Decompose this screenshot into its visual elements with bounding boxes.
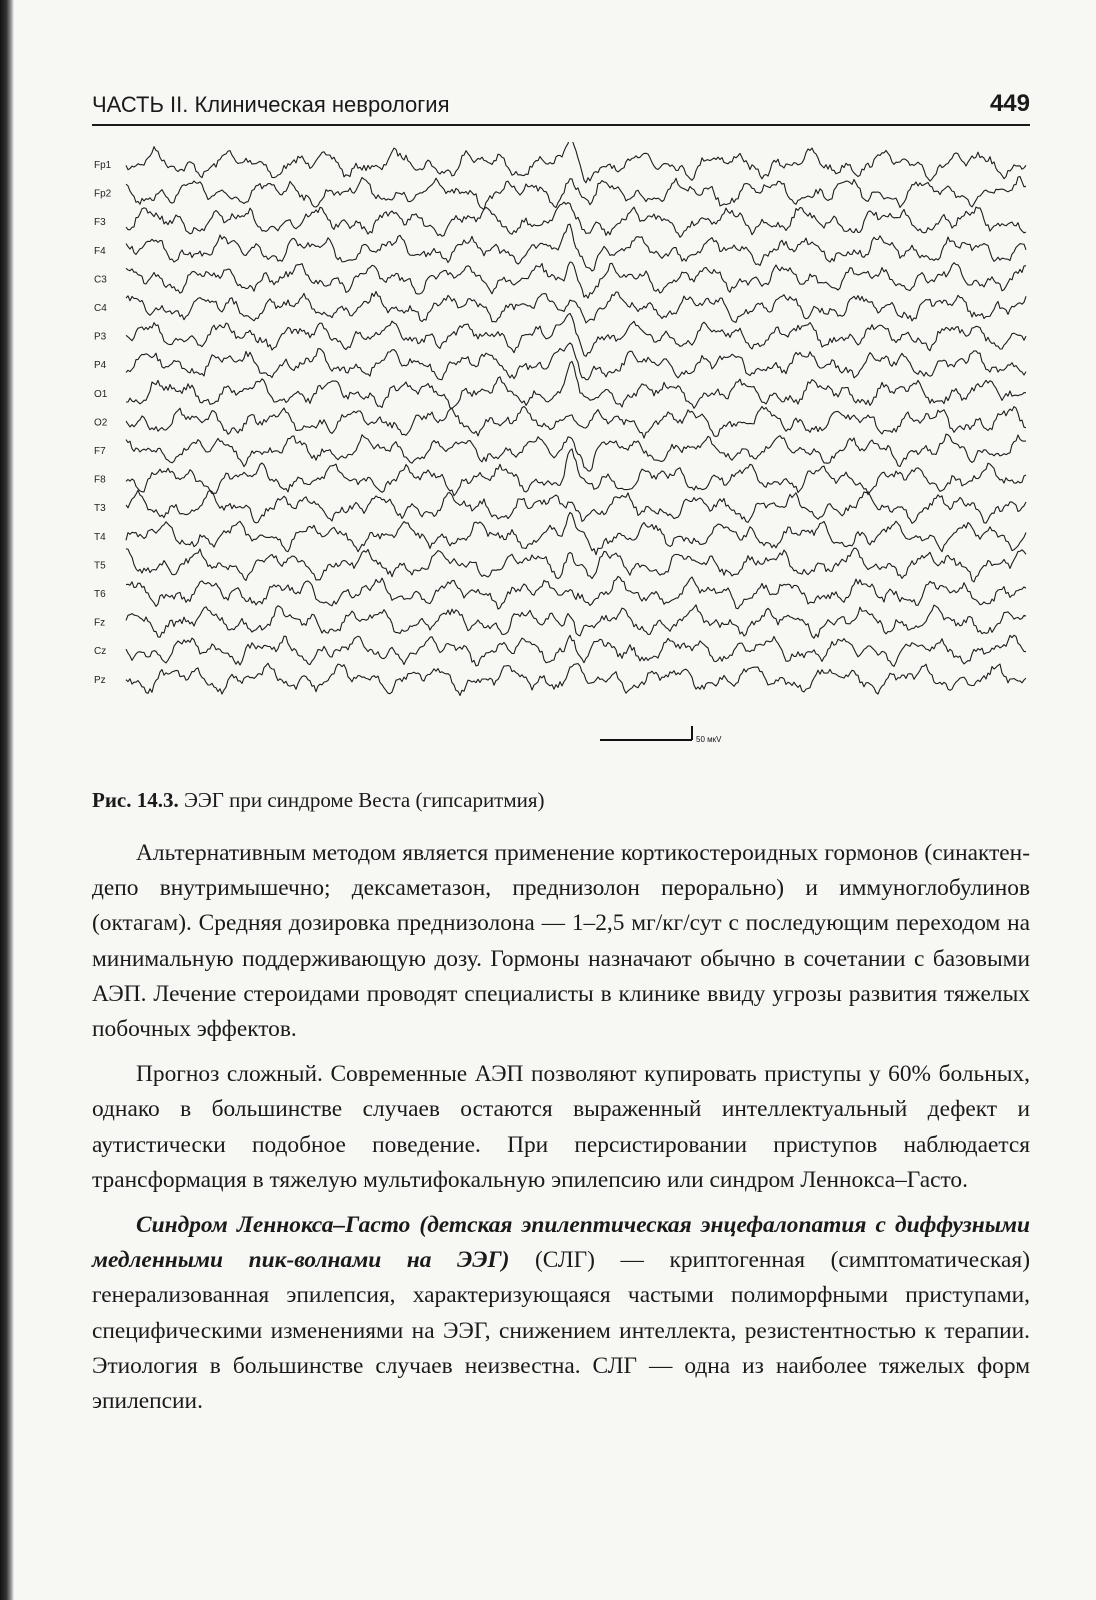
channel-label-f7: F7 [94, 446, 106, 457]
figure-number: Рис. 14.3. [92, 788, 179, 812]
channel-label-c4: C4 [94, 303, 107, 314]
eeg-trace-f7 [126, 434, 1026, 471]
calibration-bar [600, 726, 692, 740]
channel-label-c3: C3 [94, 274, 107, 286]
eeg-trace-f3 [126, 202, 1026, 237]
channel-label-f4: F4 [94, 245, 106, 257]
eeg-trace-fp1 [126, 142, 1026, 183]
eeg-figure [92, 142, 1030, 772]
term-definition: Синдром Леннокса–Гасто (детская эпилептическая энцефалопатия с диффузными медленными пик-волнами на ЭЭГ) [92, 1212, 1030, 1274]
figure-caption-text: ЭЭГ при синдроме Веста (гипсаритмия) [184, 788, 545, 812]
channel-label-pz: Pz [94, 674, 106, 686]
channel-label-cz: Cz [94, 646, 107, 658]
eeg-trace-t4 [126, 512, 1026, 554]
eeg-trace-c4 [126, 292, 1026, 323]
figure-caption [92, 788, 1030, 813]
eeg-plot [92, 142, 1030, 772]
eeg-trace-t5 [126, 548, 1026, 582]
page-number: 449 [989, 90, 1030, 117]
channel-label-t4: T4 [94, 531, 106, 543]
channel-label-p3: P3 [94, 331, 107, 343]
paragraph: Альтернативным методом является применение кортикостероидных гормонов (синактен-депо внутримышечно; дексаметазон, преднизолон перорально) и иммуноглобулинов (октагам). Средняя дозировка преднизолона — 1–2,5 мг/кг/сут с последующим переходом на минимальную поддерживающую дозу. Гормоны назначают обычно в сочетании с базовыми АЭП. Лечение стероидами проводят специалисты в клинике ввиду угрозы развития тяжелых побочных эффектов. [92, 840, 1030, 1043]
channel-label-t6: T6 [94, 589, 106, 600]
channel-label-f3: F3 [94, 217, 106, 229]
eeg-trace-t6 [126, 576, 1026, 609]
eeg-trace-c3 [126, 262, 1026, 298]
eeg-trace-fz [126, 605, 1026, 638]
eeg-trace-p3 [126, 313, 1026, 356]
eeg-trace-f8 [126, 449, 1026, 496]
paragraph-text: (СЛГ) — криптогенная (симптоматическая) генерализованная эпилепсия, характеризующаяся частыми полиморфными приступами, специфическими изменениями на ЭЭГ, снижением интеллекта, резистентностью к терапии. Этиология в большинстве случаев неизвестна. СЛГ — одна из наиболее тяжелых форм эпилепсии. [92, 1247, 1030, 1415]
channel-label-fp2: Fp2 [94, 188, 112, 200]
eeg-trace-cz [126, 635, 1026, 666]
channel-label-fz: Fz [94, 617, 106, 629]
channel-label-t3: T3 [94, 503, 106, 515]
binding-edge [0, 0, 14, 1600]
channel-label-f8: F8 [94, 474, 106, 486]
body-text [92, 836, 1030, 1429]
channel-label-t5: T5 [94, 560, 106, 572]
channel-label-o1: O1 [94, 388, 108, 400]
eeg-trace-t3 [126, 490, 1026, 523]
channel-label-p4: P4 [94, 360, 107, 372]
eeg-trace-f4 [126, 224, 1026, 271]
running-head [92, 86, 1030, 126]
calibration-label: 50 мкV [696, 735, 722, 744]
section-title: ЧАСТЬ II. Клиническая неврология [92, 92, 450, 117]
eeg-trace-o2 [126, 407, 1026, 439]
paragraph [92, 1208, 1030, 1419]
channel-label-fp1: Fp1 [94, 160, 112, 171]
eeg-trace-o1 [126, 361, 1026, 408]
eeg-trace-pz [126, 663, 1026, 695]
channel-label-o2: O2 [94, 417, 108, 429]
eeg-trace-fp2 [126, 177, 1026, 210]
paragraph: Прогноз сложный. Современные АЭП позволяют купировать приступы у 60% больных, однако в большинстве случаев остаются выраженный интеллектуальный дефект и аутистически подобное поведение. При персистировании приступов наблюдается трансформация в тяжелую мультифокальную эпилепсию или синдром Леннокса–Гасто. [92, 1061, 1030, 1193]
